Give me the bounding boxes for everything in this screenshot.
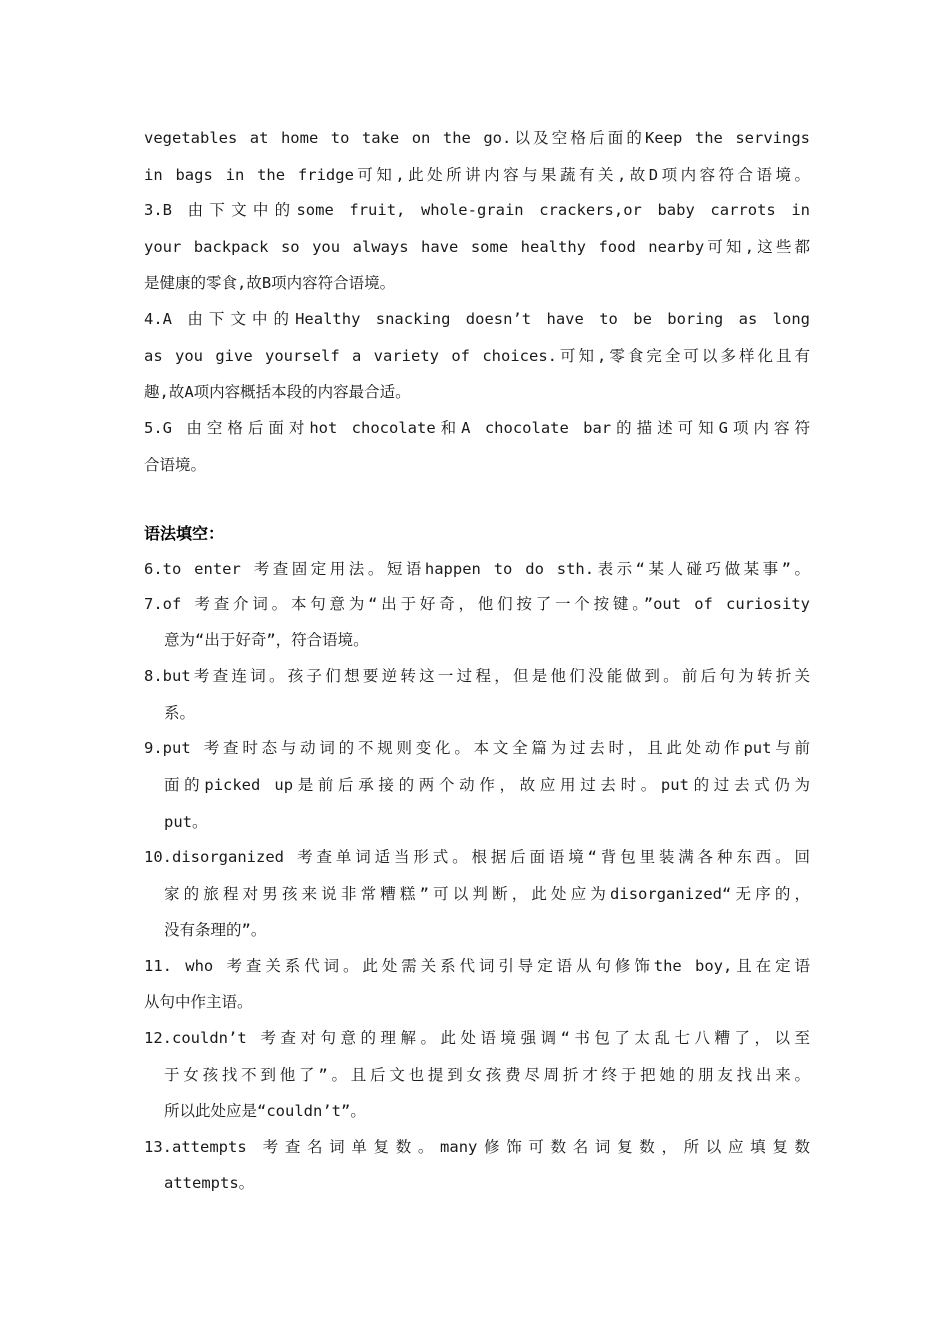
grammar-answer-11-cont: 从句中作主语。 bbox=[144, 993, 253, 1011]
grammar-answer-9-cont: 面的picked up是前后承接的两个动作，故应用过去时。put的过去式仍为 bbox=[164, 776, 810, 794]
grammar-answer-8-cont: 系。 bbox=[164, 704, 196, 722]
answer-line: vegetables at home to take on the go.以及空格后面的Keep the servings bbox=[144, 129, 810, 147]
grammar-answer-10: 10.disorganized 考查单词适当形式。根据后面语境“背包里装满各种东西。回 bbox=[144, 848, 810, 866]
answer-4-line: 趣,故A项内容概括本段的内容最合适。 bbox=[144, 383, 411, 401]
answer-5-line: 5.G 由空格后面对hot chocolate和A chocolate bar的描述可知G项内容符 bbox=[144, 419, 810, 437]
grammar-answer-7-cont: 意为“出于好奇”，符合语境。 bbox=[164, 631, 369, 649]
section-heading: 语法填空： bbox=[144, 524, 225, 543]
grammar-answer-10-cont: 没有条理的”。 bbox=[164, 921, 267, 939]
grammar-answer-12-cont: 于女孩找不到他了”。且后文也提到女孩费尽周折才终于把她的朋友找出来。 bbox=[164, 1066, 810, 1084]
answer-3-line: your backpack so you always have some healthy food nearby可知,这些都 bbox=[144, 238, 810, 256]
grammar-answer-12-cont: 所以此处应是“couldn’t”。 bbox=[164, 1102, 366, 1120]
answer-4-line: 4.A 由下文中的Healthy snacking doesn’t have to be boring as long bbox=[144, 310, 810, 328]
grammar-answer-6: 6.to enter 考查固定用法。短语happen to do sth.表示“某人碰巧做某事”。 bbox=[144, 560, 810, 578]
grammar-answer-13-cont: attempts。 bbox=[164, 1174, 255, 1192]
answer-3-line: 是健康的零食,故B项内容符合语境。 bbox=[144, 274, 396, 292]
grammar-answer-10-cont: 家的旅程对男孩来说非常糟糕”可以判断，此处应为disorganized“无序的， bbox=[164, 885, 810, 903]
grammar-answer-13: 13.attempts 考查名词单复数。many修饰可数名词复数，所以应填复数 bbox=[144, 1138, 810, 1156]
grammar-answer-9: 9.put 考查时态与动词的不规则变化。本文全篇为过去时，且此处动作put与前 bbox=[144, 739, 810, 757]
grammar-answer-12: 12.couldn’t 考查对句意的理解。此处语境强调“书包了太乱七八糟了，以至 bbox=[144, 1029, 810, 1047]
answer-4-line: as you give yourself a variety of choices.可知,零食完全可以多样化且有 bbox=[144, 347, 810, 365]
grammar-answer-7: 7.of 考查介词。本句意为“出于好奇，他们按了一个按键。”out of curiosity bbox=[144, 595, 810, 613]
answer-3-line: 3.B 由下文中的some fruit, whole-grain crackers,or baby carrots in bbox=[144, 201, 810, 219]
grammar-answer-11: 11. who 考查关系代词。此处需关系代词引导定语从句修饰the boy,且在定语 bbox=[144, 957, 810, 975]
answer-5-line: 合语境。 bbox=[144, 456, 207, 474]
grammar-answer-8: 8.but考查连词。孩子们想要逆转这一过程，但是他们没能做到。前后句为转折关 bbox=[144, 667, 810, 685]
grammar-answer-9-cont: put。 bbox=[164, 813, 208, 831]
answer-line: in bags in the fridge可知,此处所讲内容与果蔬有关,故D项内容符合语境。 bbox=[144, 166, 810, 184]
